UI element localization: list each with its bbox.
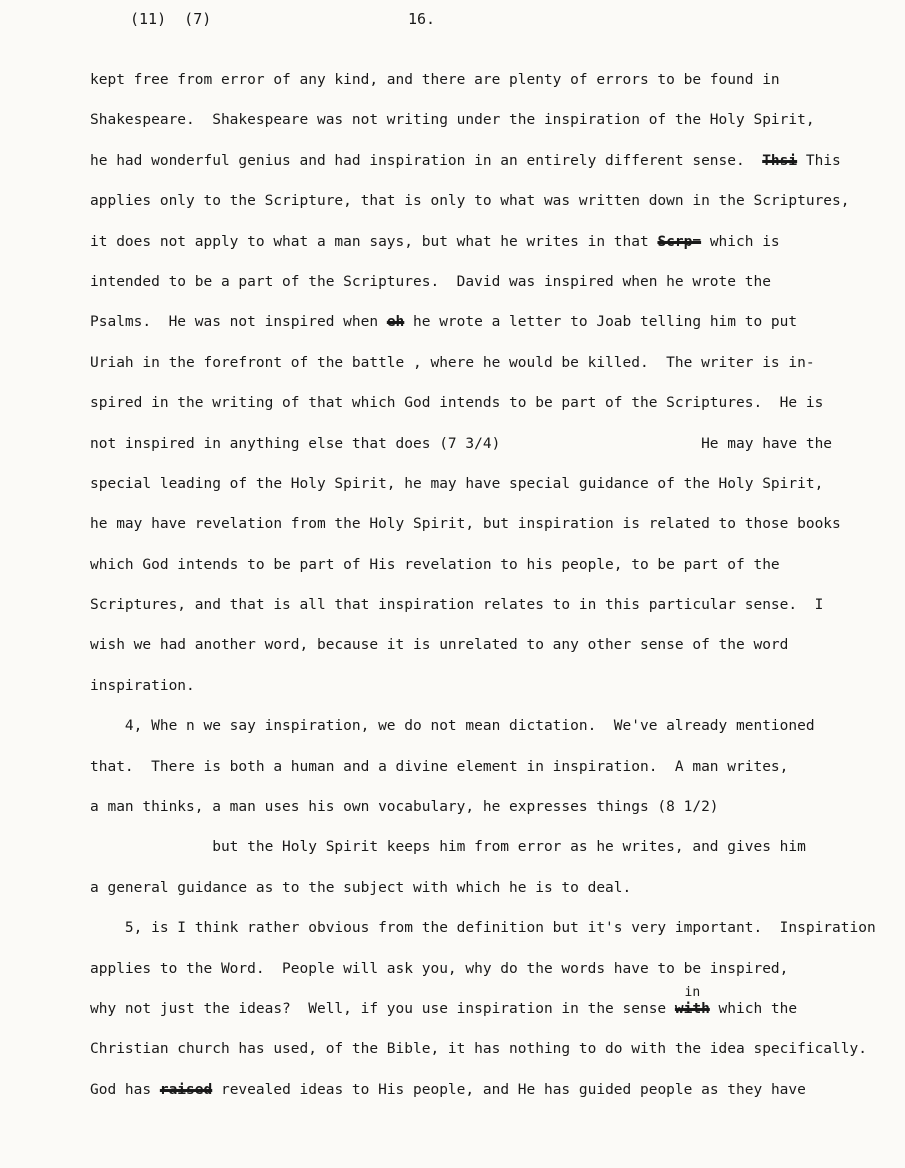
text-line xyxy=(90,949,897,989)
text-segment: Uriah in the forefront of the battle , where he would be killed. The writer is in- xyxy=(90,354,815,371)
text-segment: wish we had another word, because it is unrelated to any other sense of the word xyxy=(90,637,789,654)
text-segment: This xyxy=(797,152,841,169)
inserted-correction-text: in xyxy=(684,984,701,1000)
text-line xyxy=(90,343,897,383)
struck-text: with in xyxy=(674,984,710,1017)
text-line xyxy=(90,908,897,948)
text-segment: which the xyxy=(709,1000,798,1017)
text-line xyxy=(90,545,897,585)
struck-text: raised xyxy=(159,1081,213,1098)
struck-text: Thsi xyxy=(762,152,798,169)
text-line xyxy=(90,141,897,181)
text-line xyxy=(90,222,897,262)
text-line xyxy=(90,262,897,302)
text-line xyxy=(90,585,897,625)
text-segment: it does not apply to what a man says, but what he writes in that xyxy=(90,233,658,250)
page-header xyxy=(0,10,905,34)
text-line xyxy=(90,747,897,787)
text-segment: which God intends to be part of His revelation to his people, to be part of the xyxy=(90,556,780,573)
text-segment: God has xyxy=(90,1081,160,1098)
text-line xyxy=(90,464,897,504)
text-line xyxy=(90,100,897,140)
text-line xyxy=(90,625,897,665)
text-segment: a man thinks, a man uses his own vocabulary, he expresses things (8 1/2) xyxy=(90,799,719,816)
text-line xyxy=(90,787,897,827)
text-line xyxy=(90,424,897,464)
text-segment: applies only to the Scripture, that is only to what was written down in the Scriptures, xyxy=(90,193,850,210)
text-segment: Psalms. He was not inspired when xyxy=(90,314,387,331)
text-segment: spired in the writing of that which God intends to be part of the Scriptures. He is xyxy=(90,395,824,412)
page-number: 16. xyxy=(408,10,436,28)
text-segment: Christian church has used, of the Bible, it has nothing to do with the idea specifically. xyxy=(90,1041,867,1058)
text-segment: 5, is I think rather obvious from the definition but it's very important. Inspiration xyxy=(90,920,876,937)
text-line xyxy=(90,1070,897,1110)
text-segment: kept free from error of any kind, and there are plenty of errors to be found in xyxy=(90,72,780,88)
text-segment: revealed ideas to His people, and He has guided people as they have xyxy=(212,1081,806,1098)
text-segment: why not just the ideas? Well, if you use inspiration in the sense xyxy=(90,1000,675,1017)
text-segment: Scriptures, and that is all that inspiration relates to in this particular sense. I xyxy=(90,597,824,614)
document-body xyxy=(90,60,897,1110)
text-line xyxy=(90,60,897,100)
header-marks: (11) (7) xyxy=(130,10,212,28)
text-segment: he may have revelation from the Holy Spirit, but inspiration is related to those books xyxy=(90,516,841,533)
text-line xyxy=(90,383,897,423)
struck-text: Scrp= xyxy=(657,233,702,250)
text-segment: special leading of the Holy Spirit, he may have special guidance of the Holy Spirit, xyxy=(90,475,824,492)
struck-text: eh xyxy=(386,314,405,331)
text-line xyxy=(90,984,897,1029)
text-line xyxy=(90,868,897,908)
text-segment: Shakespeare. Shakespeare was not writing under the inspiration of the Holy Spirit, xyxy=(90,112,815,129)
text-segment: inspiration. xyxy=(90,677,195,694)
text-segment: 4, Whe n we say inspiration, we do not mean dictation. We've already mentioned xyxy=(90,718,815,735)
text-line xyxy=(90,1029,897,1069)
text-segment: he had wonderful genius and had inspiration in an entirely different sense. xyxy=(90,152,763,169)
text-segment: which is xyxy=(701,233,780,250)
text-segment: a general guidance as to the subject with which he is to deal. xyxy=(90,879,632,896)
text-line xyxy=(90,302,897,342)
text-segment: applies to the Word. People will ask you, why do the words have to be inspired, xyxy=(90,960,789,977)
text-segment: but the Holy Spirit keeps him from error as he writes, and gives him xyxy=(90,839,806,856)
text-line xyxy=(90,504,897,544)
text-segment: not inspired in anything else that does (7 3/4) He may have the xyxy=(90,435,833,452)
text-segment: intended to be a part of the Scriptures. David was inspired when he wrote the xyxy=(90,273,771,290)
text-line xyxy=(90,827,897,867)
text-line xyxy=(90,181,897,221)
text-segment: that. There is both a human and a divine element in inspiration. A man writes, xyxy=(90,758,789,775)
text-line xyxy=(90,666,897,706)
text-line xyxy=(90,706,897,746)
text-segment: he wrote a letter to Joab telling him to put xyxy=(404,314,798,331)
